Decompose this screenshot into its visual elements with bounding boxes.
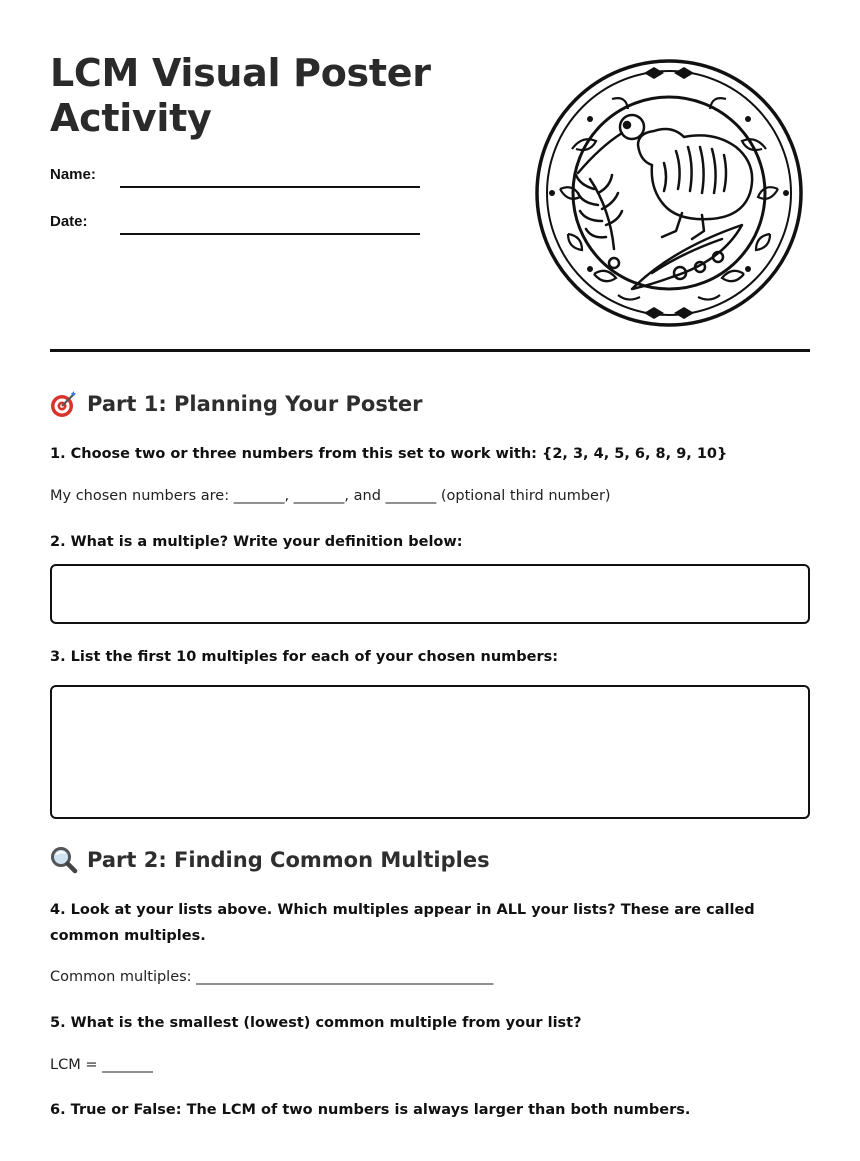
page-title (50, 51, 470, 141)
name-line[interactable] (120, 186, 420, 188)
part2-heading (50, 845, 490, 875)
name-field[interactable] (50, 166, 420, 190)
question-4-response[interactable]: Common multiples: _________________________________________ (50, 969, 494, 985)
question-3-answer-box[interactable] (50, 685, 810, 819)
magnifying-glass-icon (50, 846, 78, 874)
question-1: 1. Choose two or three numbers from this set to work with: {2, 3, 4, 5, 6, 8, 9, 10} (50, 446, 728, 462)
question-5: 5. What is the smallest (lowest) common multiple from your list? (50, 1015, 582, 1031)
question-3: 3. List the first 10 multiples for each of your chosen numbers: (50, 649, 559, 665)
target-dart-icon (50, 390, 78, 418)
date-field[interactable] (50, 213, 420, 237)
question-4: 4. Look at your lists above. Which multiples appear in ALL your lists? These are called common multiples. (50, 902, 755, 944)
date-label: Date: (50, 213, 88, 230)
question-6: 6. True or False: The LCM of two numbers is always larger than both numbers. (50, 1102, 691, 1118)
part1-heading (50, 389, 422, 419)
name-label: Name: (50, 166, 96, 183)
question-2-answer-box[interactable] (50, 564, 810, 624)
question-5-response[interactable]: LCM = _______ (50, 1057, 153, 1073)
page-title-line-1: LCM Visual Poster (50, 51, 431, 95)
page-title-line-2: Activity (50, 96, 212, 140)
part2-heading-text: Part 2: Finding Common Multiples (87, 848, 490, 872)
section-divider (50, 349, 810, 352)
question-1-response[interactable]: My chosen numbers are: _______, _______, and _______ (optional third number) (50, 488, 611, 504)
question-2: 2. What is a multiple? Write your definition below: (50, 534, 463, 550)
worksheet-page (50, 0, 810, 1161)
kiwi-bird-emblem-icon (532, 59, 806, 327)
part1-heading-text: Part 1: Planning Your Poster (87, 392, 423, 416)
date-line[interactable] (120, 233, 420, 235)
